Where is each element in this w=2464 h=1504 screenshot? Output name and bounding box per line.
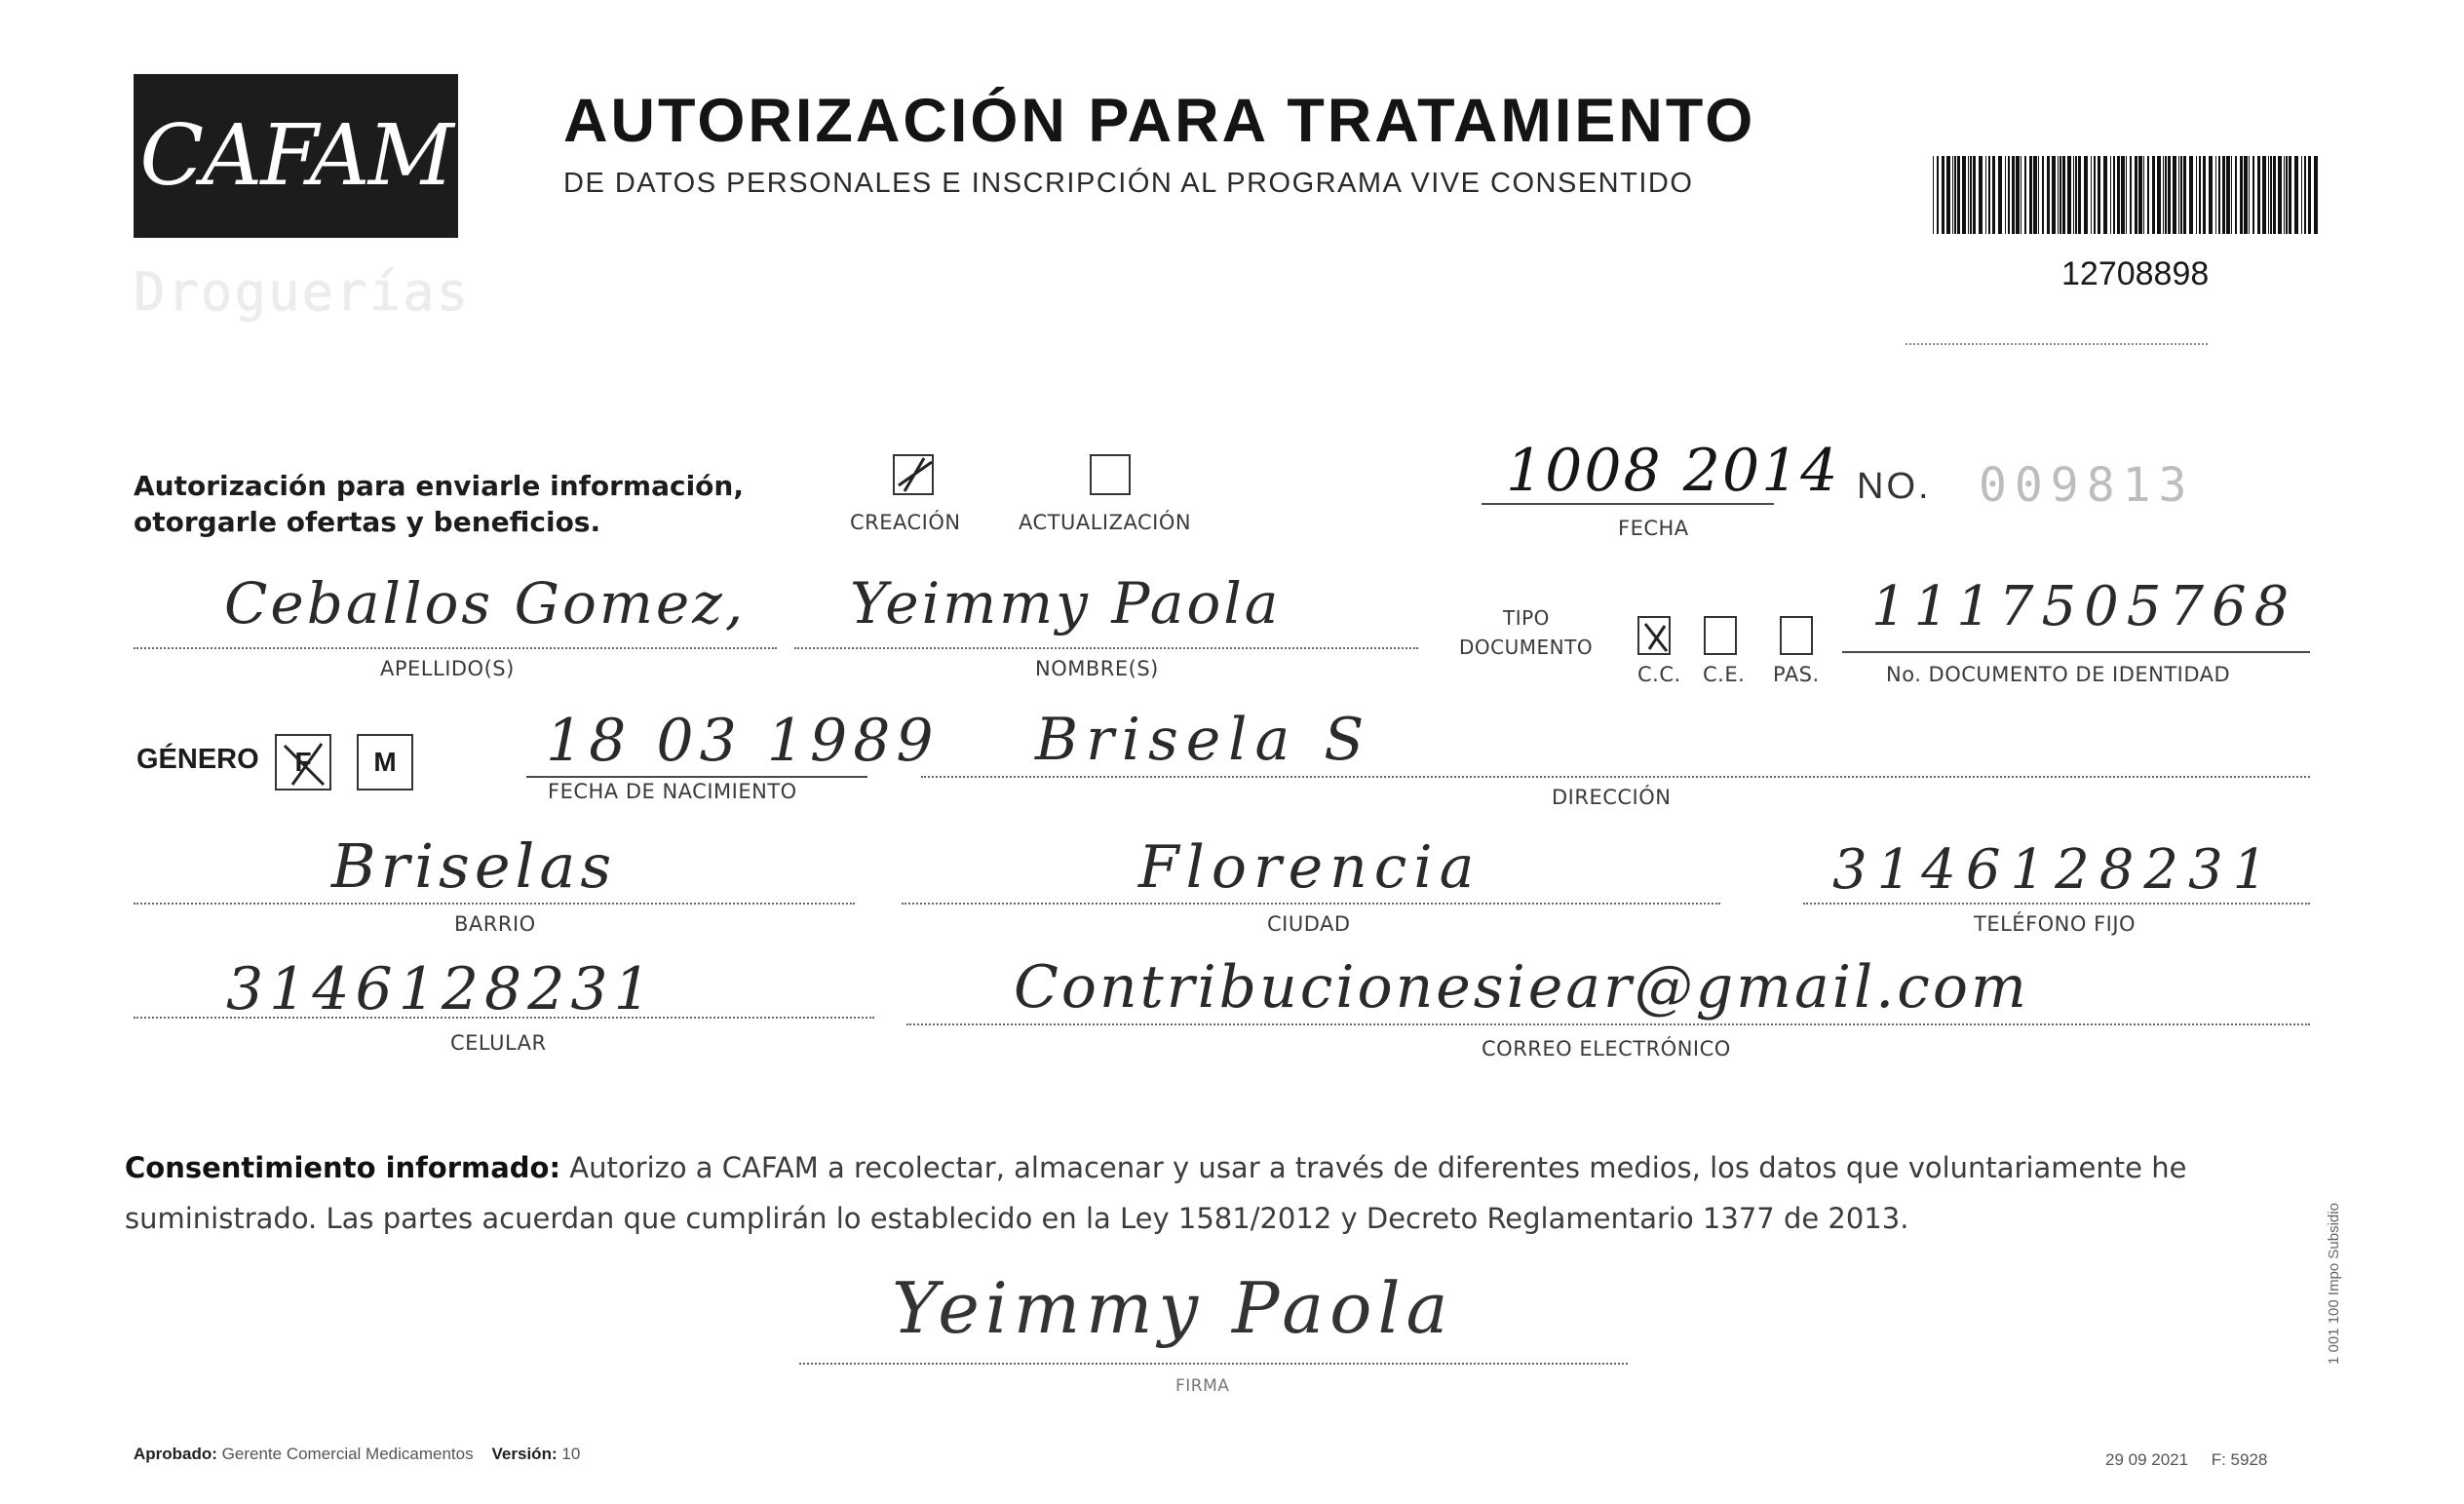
firma-line (799, 1363, 1628, 1365)
fecha-value[interactable]: 1008 2014 (1506, 437, 1840, 505)
genero-m-checkbox[interactable] (357, 734, 413, 791)
nombres-line (794, 647, 1418, 649)
no-value: 009813 (1979, 458, 2195, 513)
check-mark-icon (895, 456, 936, 497)
aprobado-label: Aprobado: (134, 1445, 217, 1463)
actualizacion-label: ACTUALIZACIÓN (1019, 511, 1192, 534)
barcode-underline (1906, 343, 2208, 345)
authorization-line-1: Autorización para enviarle información, (134, 470, 744, 502)
barrio-line (134, 903, 855, 905)
tipo-doc-label-2: DOCUMENTO (1459, 636, 1594, 659)
firma-label: FIRMA (1175, 1376, 1230, 1396)
creacion-checkbox[interactable] (893, 454, 934, 495)
nombres-value[interactable]: Yeimmy Paola (850, 570, 1282, 636)
nacimiento-line (526, 776, 867, 778)
correo-value[interactable]: Contribucionesiear@gmail.com (1014, 953, 2029, 1022)
fecha-line (1482, 503, 1774, 505)
firma-value[interactable]: Yeimmy Paola (892, 1267, 1454, 1349)
fecha-label: FECHA (1618, 517, 1689, 540)
authorization-line-2: otorgarle ofertas y beneficios. (134, 506, 601, 538)
version-value: 10 (561, 1445, 581, 1463)
actualizacion-checkbox[interactable] (1090, 454, 1131, 495)
ciudad-label: CIUDAD (1267, 912, 1351, 936)
footer-codes (2105, 1450, 2267, 1470)
apellidos-value[interactable]: Ceballos Gomez, (224, 570, 747, 636)
no-label: NO. (1857, 466, 1932, 507)
barrio-label: BARRIO (454, 912, 536, 936)
telefono-line (1803, 903, 2310, 905)
nacimiento-value[interactable]: 18 03 1989 (546, 707, 940, 775)
vertical-print-code: 1 001 100 Impo Subsidio (2326, 1203, 2342, 1365)
ce-checkbox[interactable] (1704, 616, 1737, 655)
aprobado-value: Gerente Comercial Medicamentos (221, 1445, 474, 1463)
barrio-value[interactable]: Briselas (331, 830, 617, 902)
cc-checkbox[interactable] (1637, 616, 1671, 655)
pas-label: PAS. (1773, 663, 1820, 686)
telefono-value[interactable]: 3146128231 (1832, 838, 2278, 902)
ce-label: C.E. (1703, 663, 1746, 686)
correo-label: CORREO ELECTRÓNICO (1482, 1037, 1731, 1061)
direccion-value[interactable]: Brisela S (1035, 706, 1372, 774)
footer-approval (134, 1445, 580, 1464)
genero-label: GÉNERO (136, 744, 259, 775)
apellidos-line (134, 647, 777, 649)
correo-line (906, 1023, 2310, 1025)
version-label: Versión: (491, 1445, 558, 1463)
celular-label: CELULAR (450, 1031, 547, 1055)
date-code: 29 09 2021 (2105, 1450, 2189, 1469)
celular-line (134, 1017, 874, 1019)
consent-body: Autorizo a CAFAM a recolectar, almacenar y usar a través de diferentes medios, los datos que voluntariamente he suministrado. Las partes acuerdan que cumplirán lo establecido en la Ley 1581/2012 y Decreto Reglamentario 1377 de 2013. (125, 1151, 2187, 1235)
creacion-label: CREACIÓN (850, 511, 961, 534)
tipo-doc-label-1: TIPO (1503, 606, 1550, 630)
genero-f-label: F (294, 747, 312, 777)
direccion-label: DIRECCIÓN (1552, 786, 1672, 809)
nombres-label: NOMBRE(S) (1035, 657, 1159, 680)
direccion-line (921, 776, 2310, 778)
ciudad-line (902, 903, 1720, 905)
genero-m-label: M (373, 747, 397, 777)
documento-value[interactable]: 1117505768 (1871, 575, 2297, 638)
check-mark-icon (1639, 618, 1673, 657)
cc-label: C.C. (1637, 663, 1681, 686)
documento-label: No. DOCUMENTO DE IDENTIDAD (1886, 663, 2231, 686)
telefono-label: TELÉFONO FIJO (1974, 912, 2137, 936)
barcode (1933, 156, 2323, 234)
apellidos-label: APELLIDO(S) (380, 657, 515, 680)
logo-text: CAFAM (139, 107, 452, 205)
form-code: F: 5928 (2211, 1450, 2268, 1469)
check-mark-icon (277, 736, 333, 792)
document-subtitle: DE DATOS PERSONALES E INSCRIPCIÓN AL PROGRAMA VIVE CONSENTIDO (563, 168, 1694, 199)
consent-title: Consentimiento informado: (125, 1151, 561, 1184)
barcode-number: 12708898 (2061, 255, 2210, 292)
celular-value[interactable]: 3146128231 (226, 955, 657, 1023)
consent-paragraph (125, 1142, 2318, 1244)
ciudad-value[interactable]: Florencia (1138, 833, 1482, 902)
nacimiento-label: FECHA DE NACIMIENTO (548, 780, 797, 803)
logo-subtitle: Droguerías (134, 261, 471, 323)
pas-checkbox[interactable] (1780, 616, 1813, 655)
authorization-text (134, 468, 744, 540)
documento-line (1842, 651, 2310, 653)
cafam-logo (134, 74, 458, 238)
genero-f-checkbox[interactable] (275, 734, 331, 791)
document-title: AUTORIZACIÓN PARA TRATAMIENTO (563, 87, 1756, 155)
